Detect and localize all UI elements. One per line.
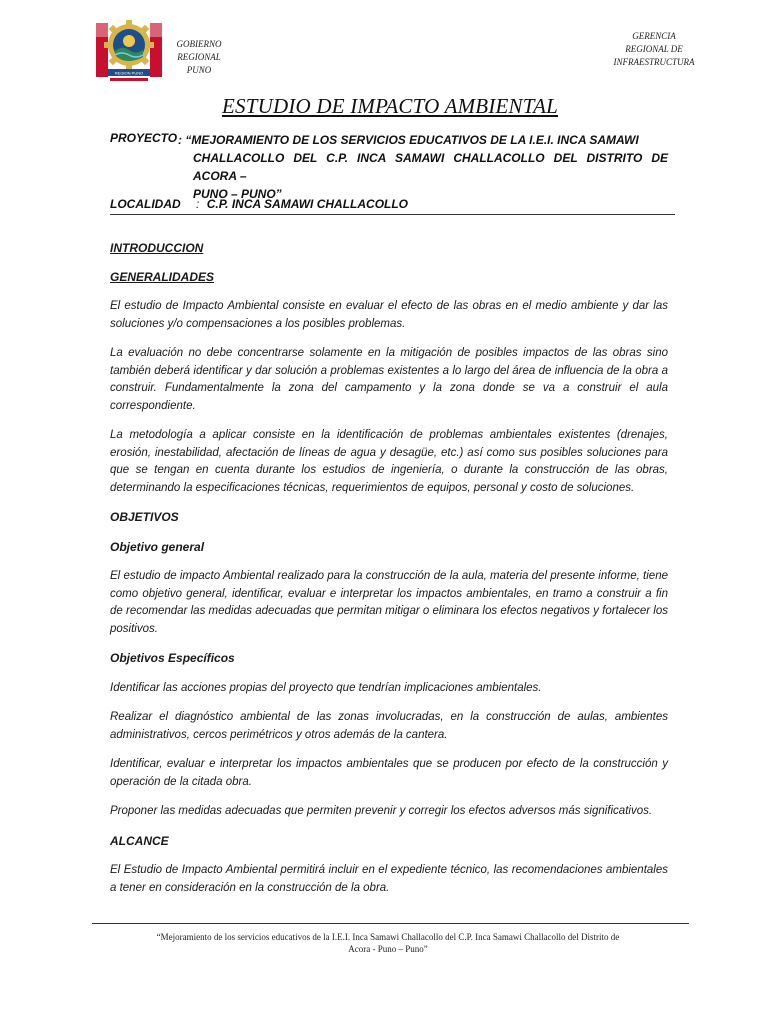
government-name	[168, 38, 230, 77]
paragraph-objetivo-general: El estudio de impacto Ambiental realizado para la construcción de la aula, materia del presente informe, tiene como objetivo general, identificar, evaluar e interpretar los impactos ambientales, en tramo a construir a fin de recomendar las medidas adecuadas que permitan mitigar o eliminara los efectos negativos y fortalecer los positivos.	[110, 570, 668, 635]
heading-alcance: ALCANCE	[110, 833, 169, 848]
heading-objetivos: OBJETIVOS	[110, 510, 179, 524]
project-label: PROYECTO	[110, 131, 178, 145]
project-description	[178, 131, 668, 203]
heading-objetivo-general: Objetivo general	[110, 539, 205, 554]
department-name	[606, 30, 702, 69]
project-line-3: PUNO – PUNO”	[193, 187, 282, 201]
paragraph-generalidades-1: El estudio de Impacto Ambiental consiste en evaluar el efecto de las obras en el medio ambiente y dar las soluciones y/o compensaciones a los posibles problemas.	[110, 300, 668, 330]
document-body	[110, 240, 668, 909]
paragraph-especifico-1: Identificar las acciones propias del proyecto que tendrían implicaciones ambientales.	[110, 681, 542, 694]
project-line-1: : “MEJORAMIENTO DE LOS SERVICIOS EDUCATIVOS DE LA I.E.I. INCA SAMAWI	[178, 133, 639, 147]
footer-line-1: “Mejoramiento de los servicios educativos de la I.E.I. Inca Samawi Challacollo del C.P. Inca Samawi Challacollo del Distrito de	[156, 932, 620, 942]
footer-line-2: Acora - Puno – Puno”	[348, 944, 428, 954]
paragraph-generalidades-2: La evaluación no debe concentrarse solamente en la mitigación de posibles impactos de las obras sino también deberá identificar y dar solución a problemas existentes a lo largo del área de influencia de la obra a construir. Fundamentalmente la zona del campamento y la zona donde se va a construir el aula correspondiente.	[110, 347, 668, 412]
page-footer	[118, 931, 658, 955]
gerencia-line-2: REGIONAL DE	[625, 44, 683, 54]
paragraph-alcance: El Estudio de Impacto Ambiental permitirá incluir en el expediente técnico, las recomendaciones ambientales a tener en consideración en la construcción de la obra.	[110, 864, 668, 894]
gov-line-1: GOBIERNO	[176, 39, 222, 49]
project-line-2: CHALLACOLLO DEL C.P. INCA SAMAWI CHALLACOLLO DEL DISTRITO DE ACORA –	[193, 151, 668, 183]
paragraph-especifico-3: Identificar, evaluar e interpretar los impactos ambientales que se producen por efecto de la construcción y operación de la citada obra.	[110, 758, 668, 788]
gerencia-line-3: INFRAESTRUCTURA	[613, 57, 695, 67]
paragraph-generalidades-3: La metodología a aplicar consiste en la identificación de problemas ambientales existentes (drenajes, erosión, inestabilidad, afectación de líneas de agua y desagüe, etc.) así como sus posibles soluciones para que se tengan en cuenta durante los estudios de ingeniería, o durante la construcción de las obras, determinando la especificaciones técnicas, requerimientos de equipos, personal y costo de soluciones.	[110, 429, 668, 494]
document-title: ESTUDIO DE IMPACTO AMBIENTAL	[222, 94, 558, 118]
footer-divider	[92, 923, 689, 924]
paragraph-especifico-2: Realizar el diagnóstico ambiental de las zonas involucradas, en la construcción de aulas, ambientes administrativos, cercos perimétricos y otros además de la cantera.	[110, 711, 668, 741]
header-divider	[110, 214, 675, 215]
logo-emblem-icon	[92, 17, 166, 83]
locality-colon: :	[196, 197, 200, 211]
gov-line-3: PUNO	[186, 65, 212, 75]
logo-caption: REGION PUNO	[114, 70, 144, 76]
heading-objetivos-especificos: Objetivos Específicos	[110, 651, 235, 665]
paragraph-especifico-4: Proponer las medidas adecuadas que permiten prevenir y corregir los efectos adversos más significativos.	[110, 805, 653, 817]
locality-label: LOCALIDAD	[110, 197, 181, 211]
locality-value-wrap	[196, 197, 408, 211]
locality-value: C.P. INCA SAMAWI CHALLACOLLO	[206, 197, 409, 211]
gerencia-line-1: GERENCIA	[632, 31, 676, 41]
heading-generalidades: GENERALIDADES	[110, 269, 215, 284]
heading-introduccion: INTRODUCCION	[110, 241, 204, 255]
regional-government-logo	[92, 17, 166, 83]
gov-line-2: REGIONAL	[177, 52, 221, 62]
